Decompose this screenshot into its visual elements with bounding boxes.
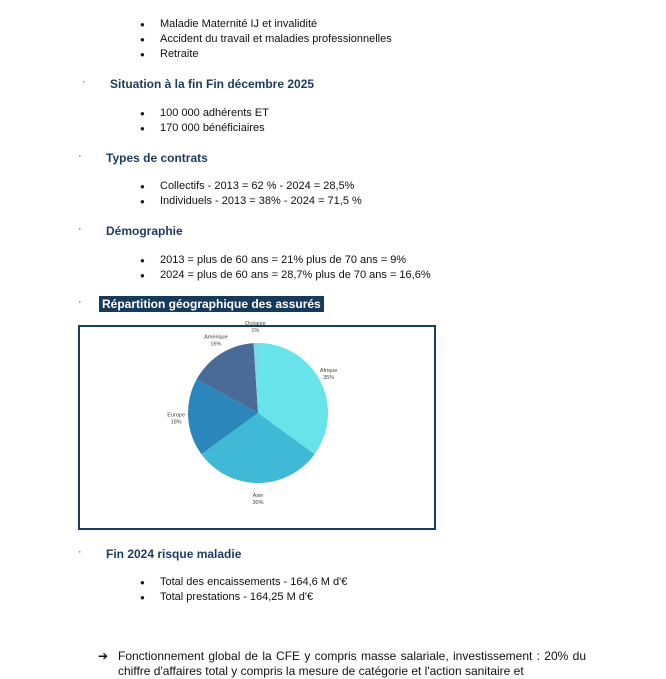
list-item: ● Maladie Maternité IJ et invalidité bbox=[140, 17, 392, 32]
list-item: ● 170 000 bénéficiaires bbox=[140, 121, 269, 136]
pie-chart bbox=[80, 321, 434, 528]
fin2024-heading: Fin 2024 risque maladie bbox=[106, 547, 242, 561]
list-item: ● Total des encaissements - 164,6 M d'€ bbox=[140, 575, 347, 590]
list-item: ● Total prestations - 164,25 M d'€ bbox=[140, 590, 347, 605]
repartition-heading: Répartition géographique des assurés bbox=[99, 296, 324, 312]
list-item: ● 2013 = plus de 60 ans = 21% plus de 70 ans = 9% bbox=[140, 253, 431, 268]
pie-label-europe: Europe bbox=[167, 412, 186, 419]
list-item: ● 2024 = plus de 60 ans = 28,7% plus de 70 ans = 16,6% bbox=[140, 268, 431, 283]
pie-value-afrique: 35% bbox=[323, 374, 335, 381]
list-item: ● Accident du travail et maladies professionnelles bbox=[140, 32, 392, 47]
pie-label-amérique: Amérique bbox=[204, 334, 228, 341]
section-dot: · bbox=[82, 76, 86, 88]
body-paragraph: Fonctionnement global de la CFE y compris masse salariale, investissement : 20% du chiffre d'affaires total y compris la mesure de catégorie et l'action sanitaire et bbox=[118, 649, 586, 678]
contrats-list bbox=[140, 179, 362, 209]
section-dot: · bbox=[78, 223, 82, 235]
pie-chart-frame bbox=[78, 321, 436, 530]
pie-label-afrique: Afrique bbox=[319, 367, 338, 374]
list-item: ● Collectifs - 2013 = 62 % - 2024 = 28,5% bbox=[140, 179, 362, 194]
section-dot: · bbox=[78, 296, 82, 308]
demographie-list bbox=[140, 253, 431, 283]
pie-value-océanie: 1% bbox=[251, 328, 260, 335]
section-dot: · bbox=[78, 546, 82, 558]
section-dot: · bbox=[78, 150, 82, 162]
pie-label-asie: Asie bbox=[252, 493, 264, 499]
pie-value-asie: 30% bbox=[252, 500, 264, 506]
list-item: ● Individuels - 2013 = 38% - 2024 = 71,5 % bbox=[140, 194, 362, 209]
fin2024-list bbox=[140, 575, 347, 605]
demographie-heading: Démographie bbox=[106, 224, 183, 238]
arrow-icon: ➔ bbox=[98, 649, 109, 663]
contrats-heading: Types de contrats bbox=[106, 151, 208, 165]
pie-value-europe: 18% bbox=[170, 419, 182, 426]
situation-list bbox=[140, 106, 269, 136]
list-item: ● 100 000 adhérents ET bbox=[140, 106, 269, 121]
pie-value-amérique: 16% bbox=[210, 341, 222, 348]
list-item: ● Retraite bbox=[140, 47, 392, 62]
situation-heading: Situation à la fin Fin décembre 2025 bbox=[110, 77, 315, 91]
pie-label-océanie: Océanie bbox=[245, 321, 266, 328]
intro-bullet-list bbox=[140, 17, 392, 62]
